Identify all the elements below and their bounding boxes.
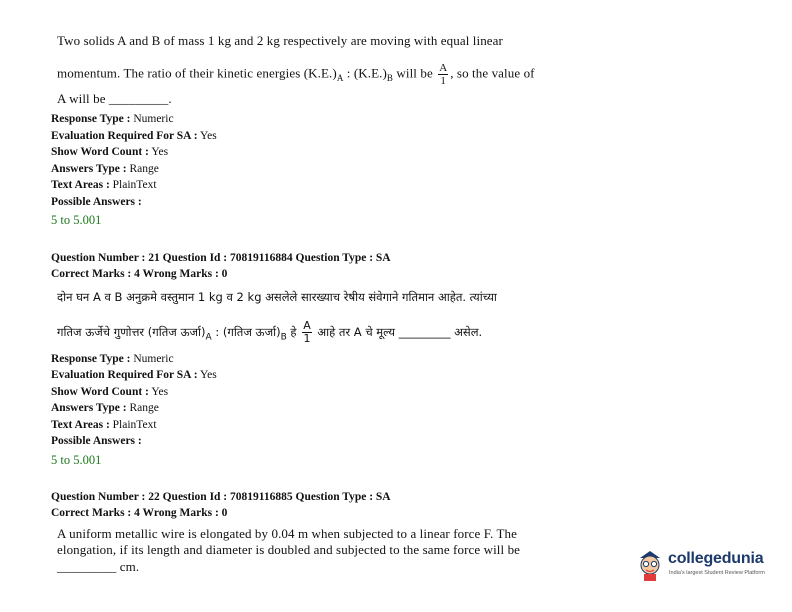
possible-answer-value-2: 5 to 5.001 (51, 453, 102, 467)
q21-sub-b: B (280, 332, 287, 343)
word-count-value: Yes (151, 386, 169, 398)
q20-frac-num: A (439, 62, 448, 74)
eval-value: Yes (200, 369, 217, 381)
q20-line2-pre: momentum. The ratio of their kinetic energies (K.E.) (57, 65, 337, 81)
logo-tagline: India's largest Student Review Platform (669, 570, 765, 576)
response-type-2 (51, 353, 174, 365)
q20-frac-den: 1 (440, 75, 447, 87)
response-type-value: Numeric (133, 353, 174, 365)
response-type-value: Numeric (133, 113, 174, 125)
word-count-value: Yes (151, 146, 169, 158)
response-type-label: Response Type : (51, 113, 131, 125)
q21-frac-den: 1 (303, 332, 311, 345)
mascot-icon (634, 548, 666, 582)
eval-value: Yes (200, 130, 217, 142)
word-count-1 (51, 146, 168, 158)
q20-will-be: will be (393, 65, 437, 81)
possible-answers-2 (51, 435, 142, 447)
q22-line2: elongation, if its length and diameter is doubled and subjected to the same force will be (57, 542, 521, 557)
q20-sub-b: B (386, 73, 394, 84)
text-areas-value: PlainText (112, 179, 157, 191)
q22-line3: _________ cm. (57, 559, 140, 574)
q21-line2-post: आहे तर A चे मूल्य _________ असेल. (313, 325, 483, 339)
text-areas-label: Text Areas : (51, 179, 110, 191)
q22-marks: Correct Marks : 4 Wrong Marks : 0 (51, 507, 228, 519)
eval-required-1 (51, 130, 217, 142)
possible-answer-value-1: 5 to 5.001 (51, 213, 102, 227)
q20-sub-a: A (336, 73, 344, 84)
possible-label: Possible Answers : (51, 435, 142, 447)
eval-label: Evaluation Required For SA : (51, 130, 198, 142)
eval-label: Evaluation Required For SA : (51, 369, 198, 381)
q22-line1: A uniform metallic wire is elongated by 0.04 m when subjected to a linear force F. The (57, 526, 518, 541)
word-count-label: Show Word Count : (51, 386, 149, 398)
answers-type-value: Range (129, 402, 159, 414)
text-areas-label: Text Areas : (51, 419, 110, 431)
collegedunia-logo (634, 548, 774, 588)
q21-frac-num: A (303, 319, 311, 332)
q20-line1: Two solids A and B of mass 1 kg and 2 kg respectively are moving with equal linear (57, 33, 503, 48)
q21-sub-a: A (205, 332, 212, 343)
answers-type-label: Answers Type : (51, 402, 127, 414)
word-count-label: Show Word Count : (51, 146, 149, 158)
q21-line2 (57, 320, 482, 345)
answers-type-2 (51, 402, 159, 414)
q21-line2-pre: गतिज ऊर्जेचे गुणोत्तर (गतिज ऊर्जा) (57, 325, 206, 339)
answers-type-label: Answers Type : (51, 163, 127, 175)
q20-line2 (57, 62, 535, 87)
answers-type-value: Range (129, 163, 159, 175)
q22-header: Question Number : 22 Question Id : 70819116885 Question Type : SA (51, 491, 391, 503)
text-areas-value: PlainText (112, 419, 157, 431)
q21-fraction (302, 320, 312, 345)
word-count-2 (51, 386, 168, 398)
q21-header: Question Number : 21 Question Id : 70819116884 Question Type : SA (51, 252, 391, 264)
logo-name: collegedunia (668, 550, 764, 567)
text-areas-2 (51, 419, 157, 431)
q21-colon: : (गतिज ऊर्जा) (211, 325, 281, 339)
q21-he: हे (286, 325, 301, 339)
eval-required-2 (51, 369, 217, 381)
possible-label: Possible Answers : (51, 196, 142, 208)
answers-type-1 (51, 163, 159, 175)
q21-marks: Correct Marks : 4 Wrong Marks : 0 (51, 268, 228, 280)
q21-line1: दोन घन A व B अनुक्रमे वस्तुमान 1 kg व 2 kg असलेले सारख्याच रेषीय संवेगाने गतिमान आहेत. त्यांच्या (57, 290, 497, 304)
q20-colon: : (K.E.) (343, 65, 387, 81)
q20-fraction (438, 62, 448, 87)
q20-line2-post: , so the value of (450, 65, 535, 81)
possible-answers-1 (51, 196, 142, 208)
response-type-label: Response Type : (51, 353, 131, 365)
q20-line3: A will be _________. (57, 91, 172, 106)
response-type-1 (51, 113, 174, 125)
text-areas-1 (51, 179, 157, 191)
